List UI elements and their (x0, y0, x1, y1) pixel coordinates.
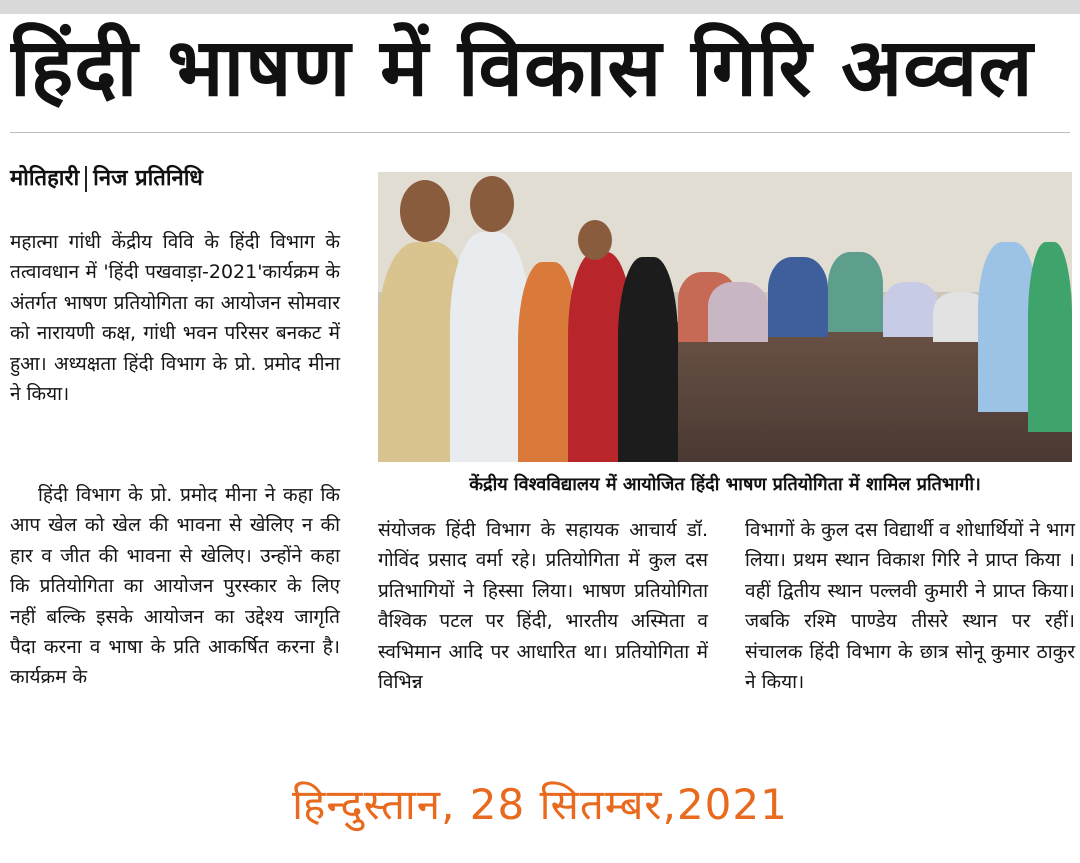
photo-person (768, 257, 828, 337)
photo-person (708, 282, 768, 342)
top-bar (0, 0, 1080, 14)
photo-person (828, 252, 883, 332)
dateline-separator (85, 166, 87, 192)
photo-head (400, 180, 450, 242)
divider (10, 132, 1070, 133)
paragraph: विभागों के कुल दस विद्यार्थी व शोधार्थियों ने भाग लिया। प्रथम स्थान विकाश गिरि ने प्राप्त किया । वहीं द्वितीय स्थान पल्लवी कुमारी ने प्राप्त किया। जबकि रश्मि पाण्डेय तीसरे स्थान पर रहीं। संचालक हिंदी विभाग के छात्र सोनू कुमार ठाकुर ने किया। (745, 519, 1075, 694)
photo-person (618, 257, 678, 462)
paragraph: हिंदी विभाग के प्रो. प्रमोद मीना ने कहा कि आप खेल को खेल की भावना से खेलिए न की हार व जीत की भावना से खेलिए। उन्होंने कहा कि प्रतियोगिता का आयोजन पुरस्कार के लिए नहीं बल्कि इसके आयोजन का उद्देश्य जागृति पैदा करना व भाषा के प्रति आकर्षित करना है।कार्यक्रम के (10, 484, 340, 689)
source-credit: हिन्दुस्तान, 28 सितम्बर,2021 (292, 780, 788, 829)
dateline-reporter: निज प्रतिनिधि (93, 166, 203, 191)
headline: हिंदी भाषण में विकास गिरि अव्वल (10, 21, 1034, 114)
photo-person (1028, 242, 1072, 432)
photo-caption: केंद्रीय विश्वविद्यालय में आयोजित हिंदी भाषण प्रतियोगिता में शामिल प्रतिभागी। (469, 474, 981, 495)
news-photo (378, 172, 1072, 462)
photo-head (470, 176, 514, 232)
dateline-place: मोतिहारी (10, 166, 80, 191)
paragraph: महात्मा गांधी केंद्रीय विवि के हिंदी विभाग के तत्वावधान में 'हिंदी पखवाड़ा-2021'कार्यक्रम के अंतर्गत भाषण प्रतियोगिता का आयोजन सोमवार को नारायणी कक्ष, गांधी भवन परिसर बनकट में हुआ। अध्यक्षता हिंदी विभाग के प्रो. प्रमोद मीना ने किया। (10, 231, 340, 406)
photo-person (883, 282, 938, 337)
paragraph: संयोजक हिंदी विभाग के सहायक आचार्य डॉ. गोविंद प्रसाद वर्मा रहे। प्रतियोगिता में कुल दस प्रतिभागियों ने हिस्सा लिया। भाषण प्रतियोगिता वैश्विक पटल पर हिंदी, भारतीय अस्मिता व स्वभिमान आदि पर आधारित था। प्रतियोगिता में विभिन्न (378, 519, 708, 694)
dateline (10, 162, 360, 192)
article-column-2 (378, 515, 708, 697)
article-column-3 (745, 515, 1075, 697)
article-column-1-para-2 (10, 480, 340, 693)
article-column-1-para-1 (10, 227, 340, 409)
photo-head (578, 220, 612, 260)
